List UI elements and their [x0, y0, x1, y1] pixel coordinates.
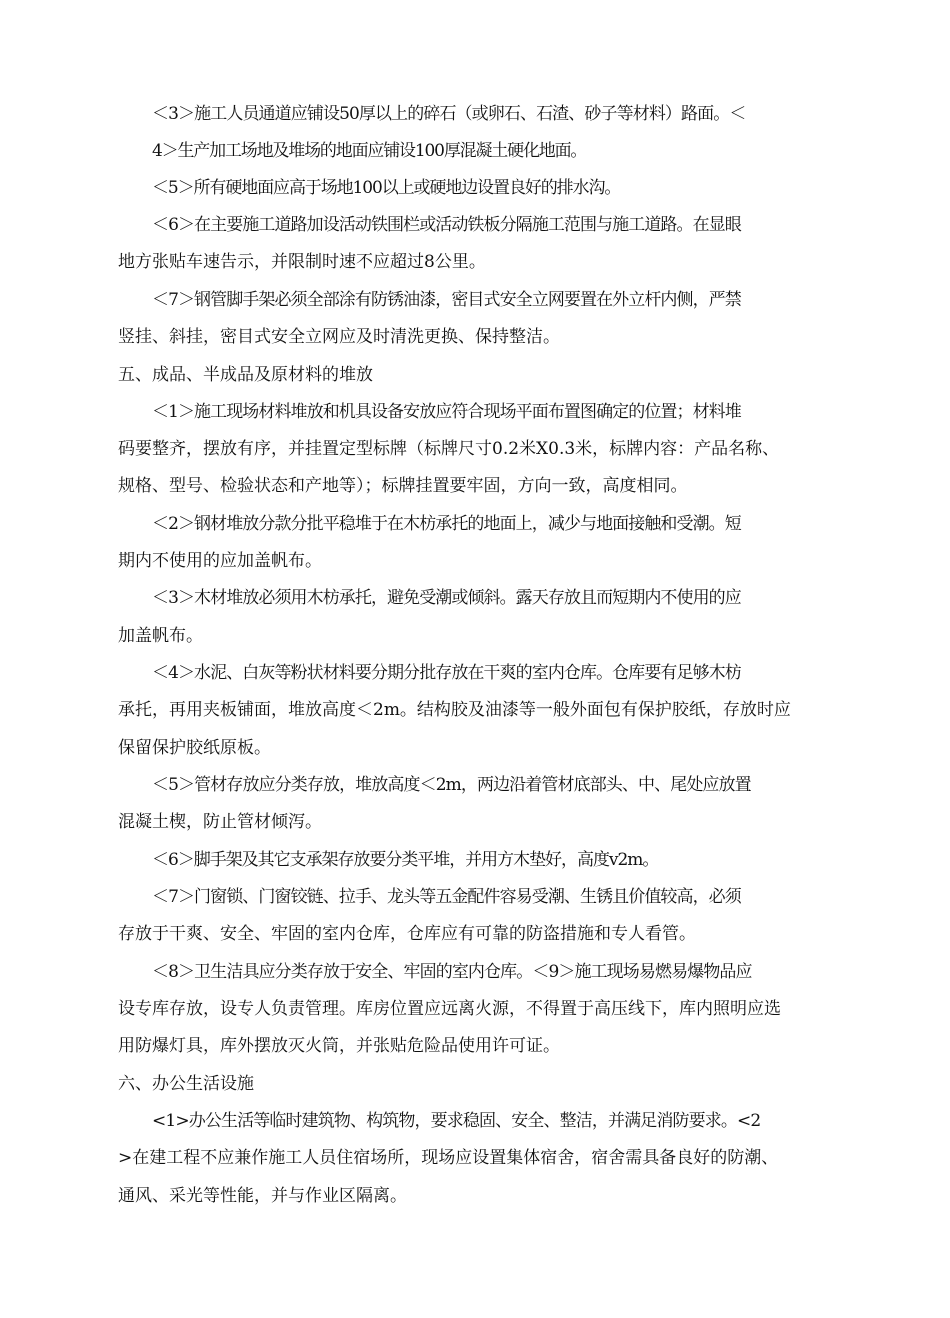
text-line: 通风、采光等性能，并与作业区隔离。: [118, 1186, 407, 1206]
text-line: 用防爆灯具，库外摆放灭火筒，并张贴危险品使用许可证。: [118, 1036, 560, 1056]
text-line: >在建工程不应兼作施工人员住宿场所，现场应设置集体宿舍，宿舍需具备良好的防潮、: [118, 1148, 779, 1168]
text-line: <1>办公生活等临时建筑物、构筑物，要求稳固、安全、整洁，并满足消防要求。<2: [152, 1111, 761, 1131]
text-line: 加盖帆布。: [118, 626, 203, 646]
text-line: ＜6＞在主要施工道路加设活动铁围栏或活动铁板分隔施工范围与施工道路。在显眼: [152, 215, 741, 235]
text-line: ＜5＞所有硬地面应高于场地100以上或硬地边设置良好的排水沟。: [152, 178, 621, 198]
text-line: ＜1＞施工现场材料堆放和机具设备安放应符合现场平面布置图确定的位置；材料堆: [152, 402, 741, 422]
text-line: ＜8＞卫生洁具应分类存放于安全、牢固的室内仓库。＜9＞施工现场易燃易爆物品应: [152, 962, 752, 982]
text-line: ＜3＞施工人员通道应铺设50厚以上的碎石（或卵石、石渣、砂子等材料）路面。＜: [152, 104, 746, 124]
text-line: ＜6＞脚手架及其它支承架存放要分类平堆，并用方木垫好，高度v2m。: [152, 850, 659, 870]
text-line: 混凝土楔，防止管材倾泻。: [118, 812, 322, 832]
section-heading: 五、成品、半成品及原材料的堆放: [118, 365, 373, 385]
text-line: 4＞生产加工场地及堆场的地面应铺设100厚混凝土硬化地面。: [152, 141, 587, 161]
text-line: ＜7＞门窗锁、门窗铰链、拉手、龙头等五金配件容易受潮、生锈且价值较高，必须: [152, 887, 741, 907]
text-line: 规格、型号、检验状态和产地等）；标牌挂置要牢固，方向一致，高度相同。: [118, 476, 688, 496]
text-line: 地方张贴车速告示，并限制时速不应超过8公里。: [118, 252, 486, 272]
text-line: 码要整齐，摆放有序，并挂置定型标牌（标牌尺寸0.2米X0.3米，标牌内容：产品名称、: [118, 439, 780, 459]
text-line: 竖挂、斜挂，密目式安全立网应及时清洗更换、保持整洁。: [118, 327, 560, 347]
section-heading: 六、办公生活设施: [118, 1074, 254, 1094]
text-line: ＜3＞木材堆放必须用木枋承托，避免受潮或倾斜。露天存放且而短期内不使用的应: [152, 588, 741, 608]
text-line: 期内不使用的应加盖帆布。: [118, 551, 322, 571]
text-line: 设专库存放，设专人负责管理。库房位置应远离火源，不得置于高压线下，库内照明应选: [118, 999, 781, 1019]
text-line: ＜7＞钢管脚手架必须全部涂有防锈油漆，密目式安全立网要置在外立杆内侧，严禁: [152, 290, 741, 310]
text-line: 保留保护胶纸原板。: [118, 738, 271, 758]
text-line: 承托，再用夹板铺面，堆放高度＜2m。结构胶及油漆等一般外面包有保护胶纸，存放时应: [118, 700, 791, 720]
text-line: ＜4＞水泥、白灰等粉状材料要分期分批存放在干爽的室内仓库。仓库要有足够木枋: [152, 663, 741, 683]
text-line: 存放于干爽、安全、牢固的室内仓库，仓库应有可靠的防盗措施和专人看管。: [118, 924, 696, 944]
text-line: ＜2＞钢材堆放分款分批平稳堆于在木枋承托的地面上，减少与地面接触和受潮。短: [152, 514, 741, 534]
text-line: ＜5＞管材存放应分类存放，堆放高度＜2m，两边沿着管材底部头、中、尾处应放置: [152, 775, 751, 795]
